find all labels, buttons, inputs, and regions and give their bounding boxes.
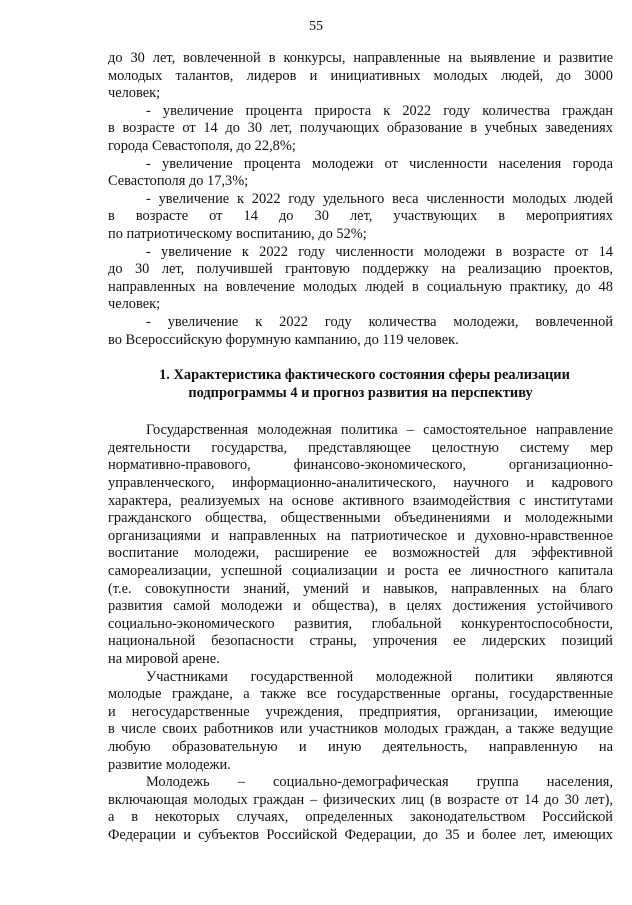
text-line: - увеличение процента прироста к 2022 году количества граждан — [146, 102, 613, 119]
text-line: в возрасте от 14 до 30 лет, участвующих в мероприятиях — [108, 208, 613, 225]
text-line: по патриотическому воспитанию, до 52%; — [108, 225, 367, 242]
text-line: во Всероссийскую форумную кампанию, до 119 человек. — [108, 331, 459, 348]
text-line: (т.е. совокупности знаний, умений и навыков, направленных на благо — [108, 580, 613, 597]
text-line: Участниками государственной молодежной политики являются — [146, 668, 613, 685]
text-line: деятельности государства, представляющее целостную систему мер — [108, 439, 613, 456]
text-line: социально-экономического развития, глобальной конкурентоспособности, — [108, 615, 613, 632]
text-line: в числе своих работников или участников молодых граждан, а также ведущие — [108, 721, 613, 738]
text-line: - увеличение к 2022 году удельного веса численности молодых людей — [146, 190, 613, 207]
text-line: человек; — [108, 296, 161, 313]
text-line: - увеличение к 2022 году количества молодежи, вовлеченной — [146, 313, 613, 330]
text-line: характера, реализуемых на основе активного взаимодействия с институтами — [108, 492, 613, 509]
text-line: направленных на вовлечение молодых людей в социальную практику, до 48 — [108, 278, 613, 295]
text-line: до 30 лет, вовлеченной в конкурсы, направленные на выявление и развитие — [108, 50, 613, 66]
text-line: управленческого, информационно-аналитического, научного и кадрового — [108, 475, 613, 492]
text-line: человек; — [108, 85, 161, 102]
document-body — [108, 50, 613, 845]
text-line: - увеличение процента молодежи от численности населения города — [146, 155, 613, 172]
text-line: Государственная молодежная политика – самостоятельное направление — [146, 422, 613, 439]
text-line: Федерации и субъектов Российской Федерации, до 35 и более лет, имеющих — [108, 826, 613, 843]
text-line: молодые граждане, а также все государственные органы, государственные — [108, 686, 613, 703]
text-line: гражданского общества, общественными объединениями и молодежными — [108, 510, 613, 527]
section-heading — [108, 367, 613, 402]
section-heading-line-1: 1. Характеристика фактического состояния сферы реализации — [159, 367, 570, 384]
text-line: развития самой молодежи и общества), в целях достижения устойчивого — [108, 598, 613, 615]
section-heading-line-2: подпрограммы 4 и прогноз развития на перспективу — [188, 384, 533, 401]
text-line: Севастополя до 17,3%; — [108, 173, 249, 190]
section-body — [108, 422, 613, 844]
text-line: национальной безопасности страны, упрочения ее лидерских позиций — [108, 633, 613, 650]
text-line: организациями и направленных на патриотическое и духовно-нравственное — [108, 527, 613, 544]
page-number: 55 — [309, 19, 323, 34]
intro-paragraphs — [108, 50, 613, 349]
text-line: воспитание молодежи, расширение ее возможностей для эффективной — [108, 545, 613, 562]
text-line: Молодежь – социально-демографическая группа населения, — [146, 774, 613, 791]
text-line: развитие молодежи. — [108, 756, 231, 773]
text-line: включающая молодых граждан – физических лиц (в возрасте от 14 до 30 лет), — [108, 791, 613, 808]
text-line: а в некоторых случаях, определенных законодательством Российской — [108, 809, 613, 826]
text-line: до 30 лет, получившей грантовую поддержку на реализацию проектов, — [108, 261, 613, 278]
text-line: и негосударственные учреждения, предприятия, организации, имеющие — [108, 703, 613, 720]
text-line: любую образовательную и иную деятельность, направленную на — [108, 738, 613, 755]
text-line: молодых талантов, лидеров и инициативных молодых людей, до 3000 — [108, 67, 613, 84]
text-line: нормативно-правового, финансово-экономического, организационно- — [108, 457, 613, 474]
text-line: города Севастополя, до 22,8%; — [108, 137, 296, 154]
text-line: на мировой арене. — [108, 651, 220, 667]
text-line: - увеличение к 2022 году численности молодежи в возрасте от 14 — [146, 243, 613, 260]
text-line: самореализации, успешной социализации и роста ее личностного капитала — [108, 563, 613, 580]
text-line: в возрасте от 14 до 30 лет, получающих образование в учебных заведениях — [108, 120, 613, 137]
